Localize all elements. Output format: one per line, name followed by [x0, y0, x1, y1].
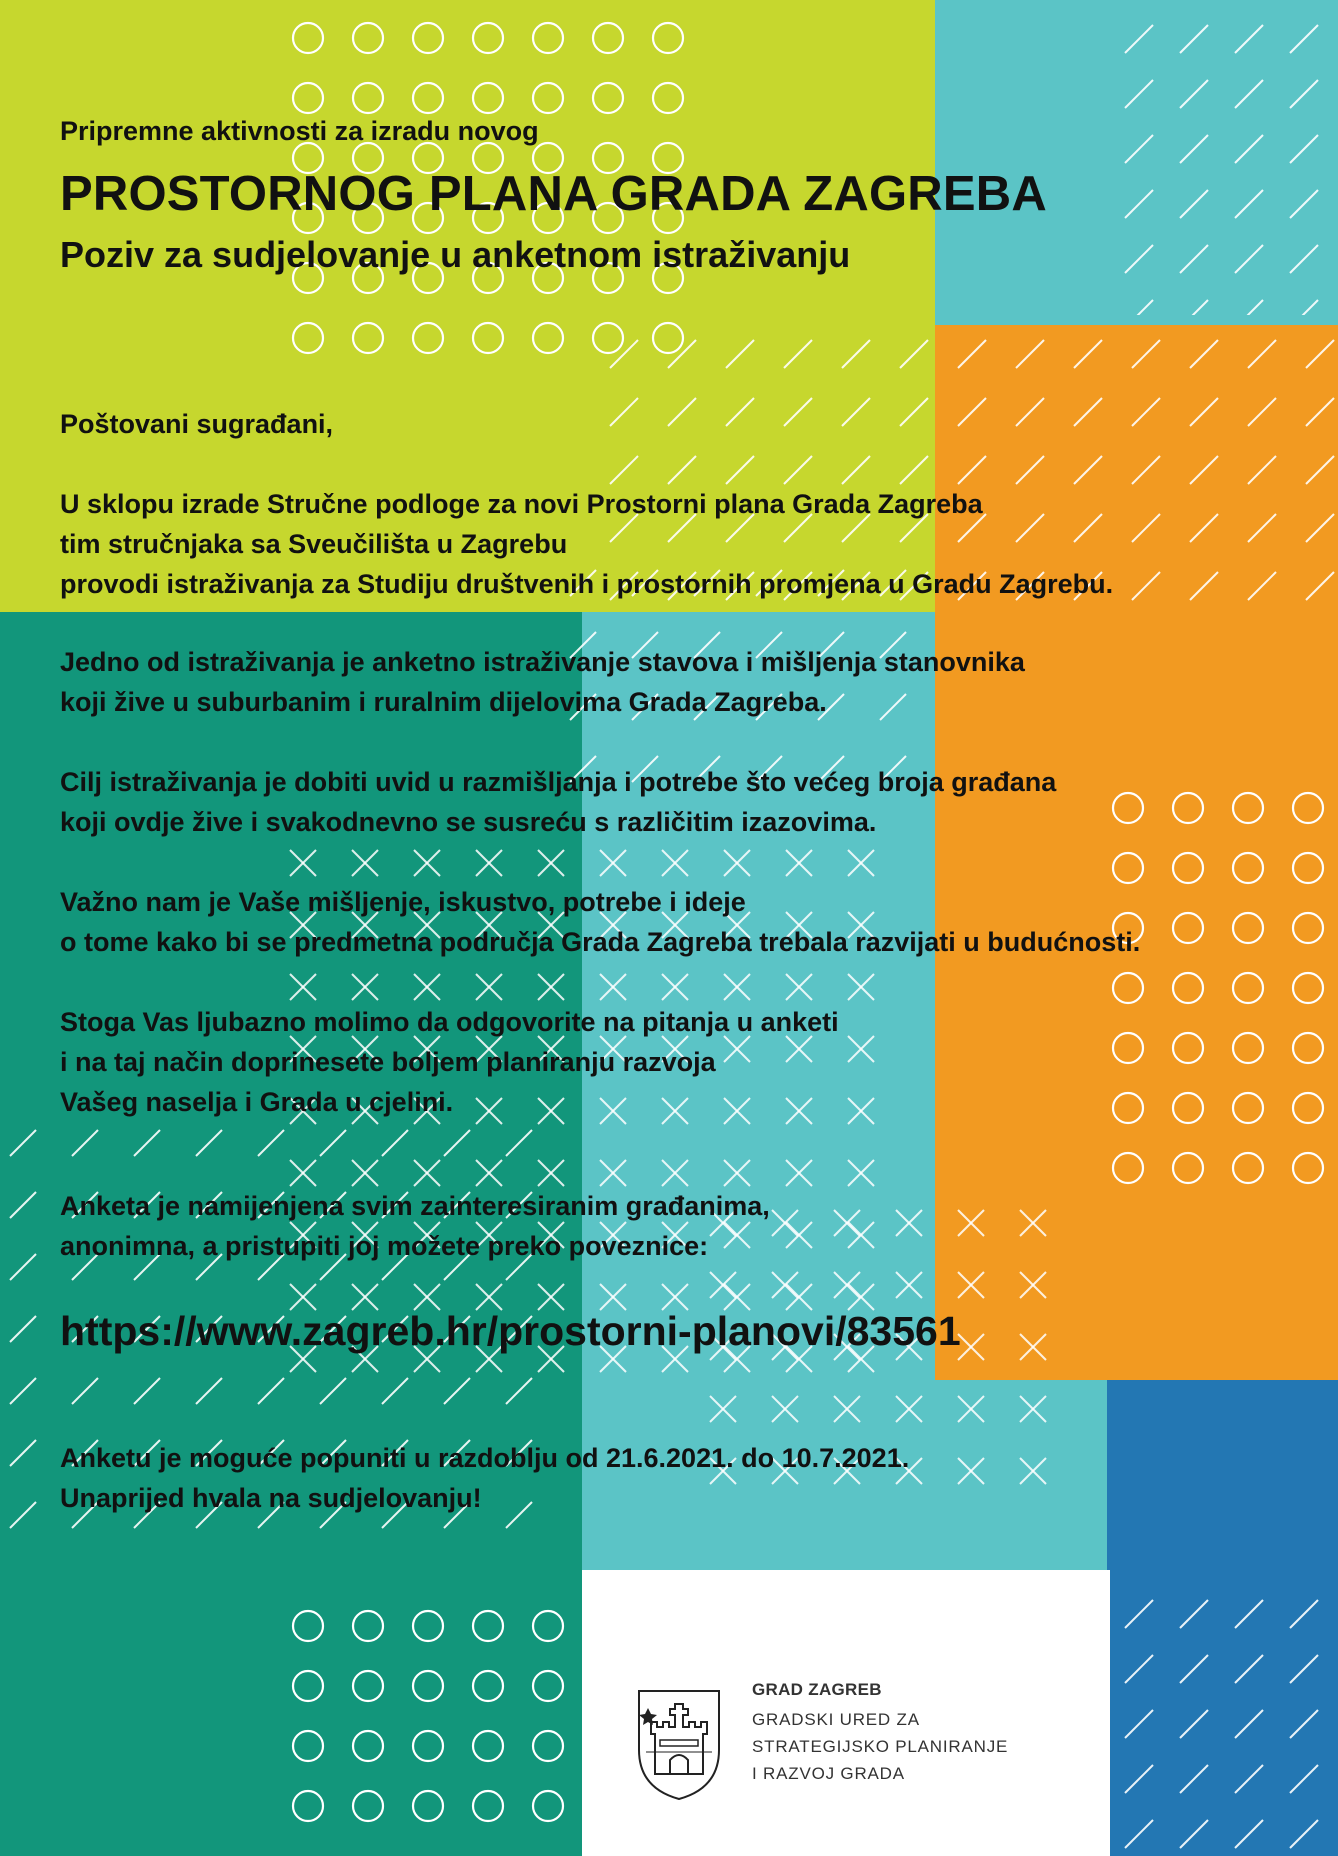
org-name: GRAD ZAGREB [752, 1680, 882, 1699]
paragraph-line: Važno nam je Vaše mišljenje, iskustvo, potrebe i ideje [60, 887, 746, 917]
paragraph-line: Cilj istraživanja je dobiti uvid u razmišljanja i potrebe što većeg broja građana [60, 767, 1057, 797]
intro-line: Pripremne aktivnosti za izradu novog [60, 116, 539, 146]
paragraph-line: Anketu je moguće popuniti u razdoblju od 21.6.2021. do 10.7.2021. [60, 1443, 910, 1473]
circle-pattern-bottom-left [290, 1608, 590, 1856]
paragraph-line: provodi istraživanja za Studiju društvenih i prostornih promjena u Gradu Zagrebu. [60, 569, 1114, 599]
paragraph-line: Jedno od istraživanja je anketno istraživanje stavova i mišljenja stanovnika [60, 647, 1025, 677]
paragraph-1 [60, 484, 1113, 604]
paragraph-line: U sklopu izrade Stručne podloge za novi Prostorni plana Grada Zagreba [60, 489, 983, 519]
paragraph-line: i na taj način doprinesete boljem planiranju razvoja [60, 1047, 716, 1077]
footer-logo-box [582, 1570, 1110, 1856]
survey-link[interactable]: https://www.zagreb.hr/prostorni-planovi/83561 [60, 1308, 961, 1354]
slash-pattern-bottom-right [1115, 1590, 1338, 1856]
paragraph-line: o tome kako bi se predmetna područja Grada Zagreba trebala razvijati u budućnosti. [60, 927, 1141, 957]
org-line: I RAZVOJ GRADA [752, 1764, 905, 1783]
paragraph-line: Vašeg naselja i Grada u cjelini. [60, 1087, 454, 1117]
org-line: GRADSKI URED ZA [752, 1710, 920, 1729]
slash-pattern-top-right [1115, 15, 1338, 315]
paragraph-line: koji žive u suburbanim i ruralnim dijelovima Grada Zagreba. [60, 687, 827, 717]
page-title: PROSTORNOG PLANA GRADA ZAGREBA [60, 167, 1047, 221]
zagreb-coat-of-arms-icon [636, 1688, 722, 1802]
paragraph-line: koji ovdje žive i svakodnevno se susreću s različitim izazovima. [60, 807, 877, 837]
paragraph-line: Unaprijed hvala na sudjelovanju! [60, 1483, 482, 1513]
paragraph-line: tim stručnjaka sa Sveučilišta u Zagrebu [60, 529, 568, 559]
circle-pattern-right [1110, 790, 1338, 1210]
paragraph-2 [60, 642, 1025, 722]
paragraph-line: Anketa je namijenjena svim zainteresiranim građanima, [60, 1191, 770, 1221]
paragraph-5 [60, 1002, 839, 1122]
page-subtitle: Poziv za sudjelovanje u anketnom istraživanju [60, 234, 851, 275]
paragraph-line: Stoga Vas ljubazno molimo da odgovorite na pitanja u anketi [60, 1007, 839, 1037]
greeting: Poštovani sugrađani, [60, 409, 334, 439]
paragraph-line: anonimna, a pristupiti joj možete preko poveznice: [60, 1231, 709, 1261]
org-line: STRATEGIJSKO PLANIRANJE [752, 1737, 1009, 1756]
paragraph-3 [60, 762, 1056, 842]
paragraph-7 [60, 1438, 909, 1518]
paragraph-4 [60, 882, 1140, 962]
paragraph-6 [60, 1186, 770, 1266]
